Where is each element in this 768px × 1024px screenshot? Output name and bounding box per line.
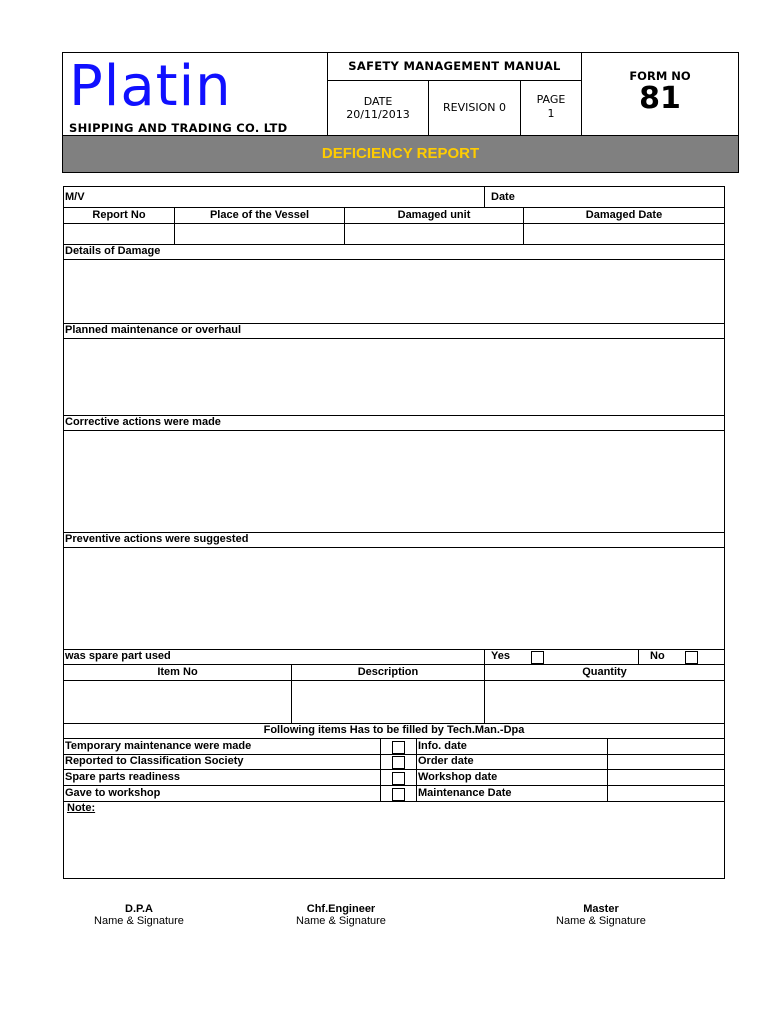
col-report-no-label: Report No [92, 209, 146, 221]
col-damaged-date-label: Damaged Date [585, 209, 663, 221]
report-columns-row [64, 208, 724, 224]
details-label-row [64, 245, 724, 260]
tech-row [64, 739, 724, 755]
signature-role: Master [583, 903, 619, 915]
place-input[interactable] [174, 224, 344, 244]
tech-row-label: Reported to Classification Society [65, 755, 244, 767]
spare-part-row [64, 650, 724, 665]
tech-row [64, 770, 724, 786]
col-description [291, 665, 484, 680]
col-quantity [484, 665, 724, 680]
no-cell [638, 650, 724, 664]
planned-input[interactable] [64, 339, 724, 416]
date-field[interactable] [484, 187, 724, 207]
no-checkbox[interactable] [685, 651, 698, 664]
tech-row-label: Temporary maintenance were made [65, 740, 252, 752]
signature-master [542, 903, 660, 927]
item-entry-row [64, 681, 724, 724]
signature-caption: Name & Signature [296, 915, 386, 927]
order-date-input[interactable] [607, 755, 724, 769]
workshop-date-input[interactable] [607, 770, 724, 785]
report-entry-row [64, 224, 724, 245]
date-cell [328, 81, 429, 135]
page-label: PAGE [536, 93, 566, 106]
planned-label-row [64, 324, 724, 339]
preventive-label: Preventive actions were suggested [65, 533, 249, 545]
yes-cell [484, 650, 638, 664]
deficiency-form [63, 186, 725, 879]
quantity-input[interactable] [484, 681, 724, 723]
spare-part-label: was spare part used [65, 650, 171, 662]
col-damaged-unit [344, 208, 523, 223]
logo-cell [63, 53, 328, 135]
item-no-input[interactable] [64, 681, 291, 723]
signature-dpa [80, 903, 198, 927]
col-item-no-label: Item No [157, 666, 198, 678]
company-name: SHIPPING AND TRADING CO. LTD [69, 121, 288, 135]
col-damaged-date [523, 208, 724, 223]
preventive-input[interactable] [64, 548, 724, 650]
form-number-cell [582, 53, 738, 135]
revision-cell: REVISION 0 [429, 81, 521, 135]
corrective-label-row [64, 416, 724, 431]
page-value: 1 [547, 107, 555, 120]
corrective-input[interactable] [64, 431, 724, 533]
details-label: Details of Damage [65, 245, 161, 257]
details-input[interactable] [64, 260, 724, 324]
date-value: 20/11/2013 [346, 108, 410, 121]
tech-date-label-cell [416, 786, 607, 801]
signature-chief-engineer [282, 903, 400, 927]
date-field-label: Date [491, 191, 515, 203]
col-quantity-label: Quantity [582, 666, 627, 678]
signature-caption: Name & Signature [94, 915, 184, 927]
note-input[interactable] [64, 802, 724, 878]
page-cell [521, 81, 582, 135]
maintenance-date-label: Maintenance Date [418, 787, 512, 799]
info-date-input[interactable] [607, 739, 724, 754]
tech-date-label-cell [416, 770, 607, 785]
maintenance-date-input[interactable] [607, 786, 724, 801]
tech-date-label-cell [416, 755, 607, 769]
tech-row [64, 755, 724, 770]
tech-header-label: Following items Has to be filled by Tech.Man.-Dpa [263, 724, 525, 736]
mv-field[interactable] [64, 187, 484, 207]
report-title-banner: DEFICIENCY REPORT [62, 136, 739, 173]
form-number-label: FORM NO [629, 69, 691, 83]
spare-parts-readiness-checkbox[interactable] [392, 772, 405, 785]
vessel-row [64, 187, 724, 208]
col-damaged-unit-label: Damaged unit [397, 209, 471, 221]
tech-row [64, 786, 724, 802]
damaged-unit-input[interactable] [344, 224, 523, 244]
tech-row-label: Gave to workshop [65, 787, 161, 799]
order-date-label: Order date [418, 755, 474, 767]
planned-label: Planned maintenance or overhaul [65, 324, 242, 336]
form-number: 81 [639, 81, 681, 116]
info-date-label: Info. date [418, 740, 467, 752]
tech-row-label: Spare parts readiness [65, 771, 180, 783]
col-place-label: Place of the Vessel [209, 209, 310, 221]
temporary-maintenance-checkbox[interactable] [392, 741, 405, 754]
damaged-date-input[interactable] [523, 224, 724, 244]
note-label: Note: [67, 802, 96, 814]
signature-role: D.P.A [125, 903, 153, 915]
col-item-no [64, 665, 291, 680]
tech-checkbox-cell [380, 786, 416, 801]
col-description-label: Description [357, 666, 419, 678]
mv-label: M/V [65, 191, 85, 203]
col-report-no [64, 208, 174, 223]
form-header [62, 52, 739, 136]
date-label: DATE [363, 95, 393, 108]
yes-checkbox[interactable] [531, 651, 544, 664]
signature-role: Chf.Engineer [306, 903, 376, 915]
workshop-date-label: Workshop date [418, 771, 498, 783]
description-input[interactable] [291, 681, 484, 723]
manual-title: SAFETY MANAGEMENT MANUAL [328, 53, 582, 81]
tech-date-label-cell [416, 739, 607, 754]
company-logo: Platin [69, 54, 232, 119]
col-place [174, 208, 344, 223]
yes-label: Yes [491, 650, 510, 662]
tech-checkbox-cell [380, 755, 416, 769]
gave-to-workshop-checkbox[interactable] [392, 788, 405, 801]
report-no-input[interactable] [64, 224, 174, 244]
preventive-label-row [64, 533, 724, 548]
no-label: No [650, 650, 665, 662]
corrective-label: Corrective actions were made [65, 416, 221, 428]
item-columns-row [64, 665, 724, 681]
tech-checkbox-cell [380, 770, 416, 785]
signature-caption: Name & Signature [556, 915, 646, 927]
tech-header-row [64, 724, 724, 739]
classification-society-checkbox[interactable] [392, 756, 405, 769]
tech-checkbox-cell [380, 739, 416, 754]
